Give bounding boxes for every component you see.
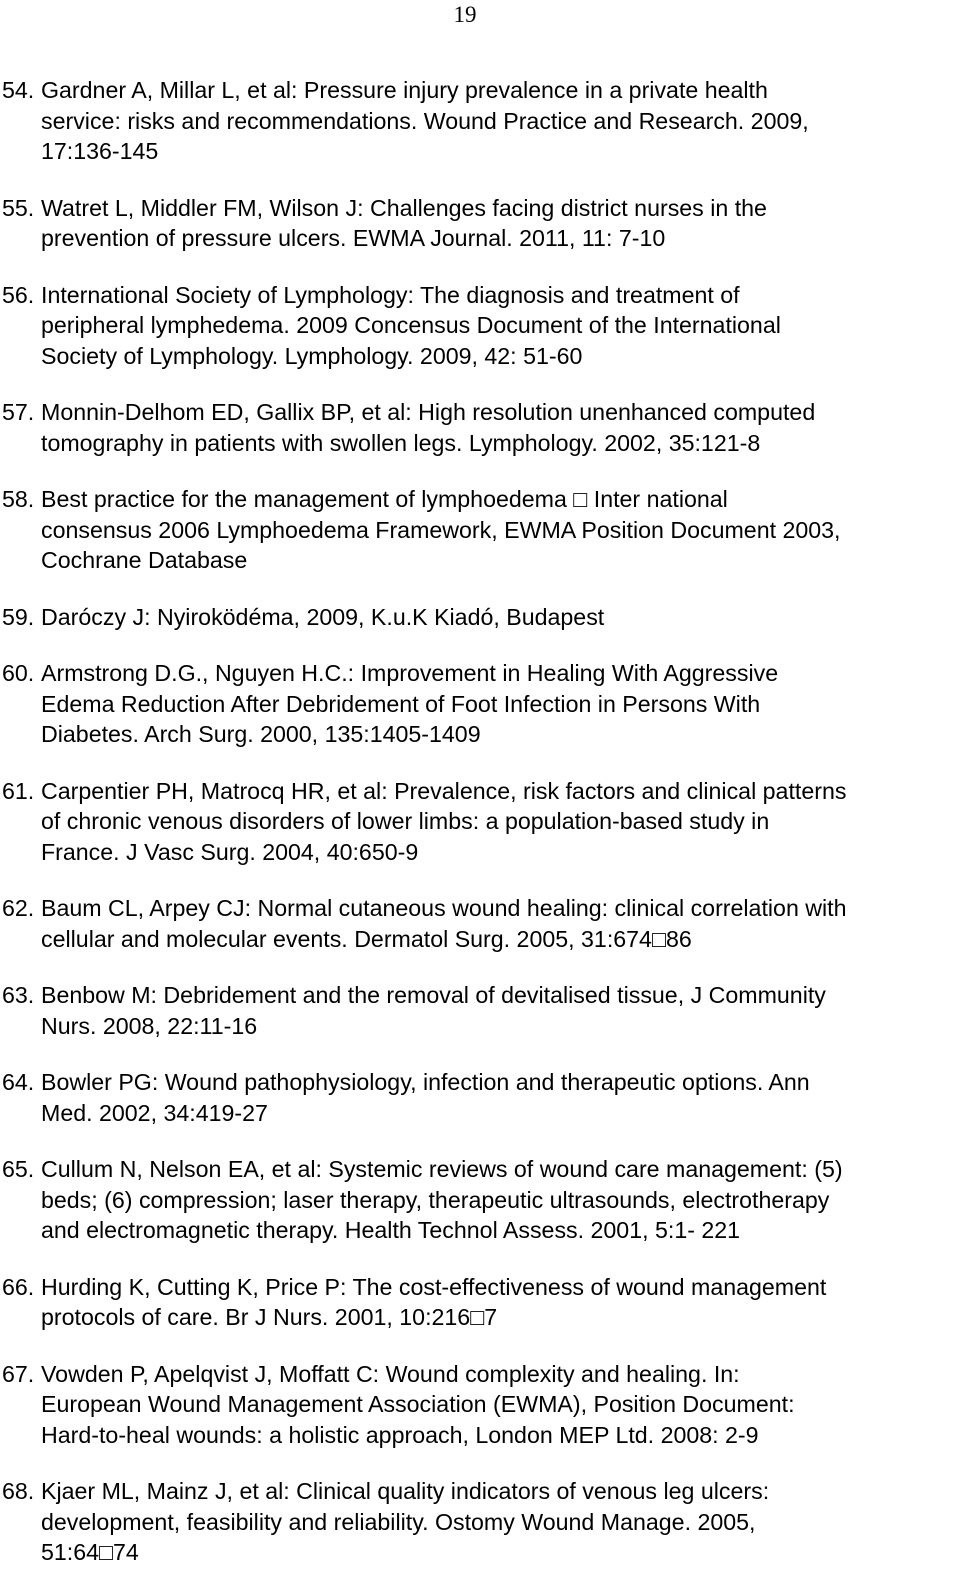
reference-item — [2, 75, 960, 167]
reference-line: Baum CL, Arpey CJ: Normal cutaneous wound healing: clinical correlation with — [41, 895, 847, 921]
reference-item — [2, 1272, 960, 1333]
reference-number: 60. — [2, 660, 35, 686]
reference-item — [2, 980, 960, 1041]
reference-line: beds; (6) compression; laser therapy, therapeutic ultrasounds, electrotherapy — [41, 1186, 830, 1213]
reference-line: Kjaer ML, Mainz J, et al: Clinical quality indicators of venous leg ulcers: — [41, 1478, 770, 1504]
reference-text — [41, 1359, 960, 1451]
reference-item — [2, 280, 960, 372]
reference-line: Benbow M: Debridement and the removal of devitalised tissue, J Community — [41, 982, 826, 1008]
reference-line: Daróczy J: Nyiroködéma, 2009, K.u.K Kiadó, Budapest — [41, 603, 605, 630]
reference-line: France. J Vasc Surg. 2004, 40:650-9 — [41, 838, 419, 865]
reference-number: 56. — [2, 281, 35, 308]
reference-number: 68. — [2, 1478, 35, 1504]
reference-text — [41, 980, 960, 1041]
reference-line: Watret L, Middler FM, Wilson J: Challenges facing district nurses in the — [41, 194, 767, 221]
reference-item — [2, 1154, 960, 1246]
reference-line: protocols of care. Br J Nurs. 2001, 10:216□7 — [41, 1304, 498, 1330]
reference-line: International Society of Lymphology: The diagnosis and treatment of — [41, 281, 740, 308]
reference-line: 51:64□74 — [41, 1539, 139, 1565]
reference-line: of chronic venous disorders of lower limbs: a population-based study in — [41, 808, 770, 834]
reference-line: Best practice for the management of lymphoedema □ Inter national — [41, 486, 728, 512]
reference-line: Bowler PG: Wound pathophysiology, infection and therapeutic options. Ann — [41, 1069, 810, 1095]
reference-line: Med. 2002, 34:419-27 — [41, 1099, 268, 1126]
reference-text — [41, 1154, 960, 1246]
reference-line: Edema Reduction After Debridement of Foot Infection in Persons With — [41, 690, 761, 717]
reference-line: Monnin-Delhom ED, Gallix BP, et al: High resolution unenhanced computed — [41, 399, 816, 425]
reference-line: Hurding K, Cutting K, Price P: The cost-effectiveness of wound management — [41, 1273, 827, 1300]
reference-line: tomography in patients with swollen legs. Lymphology. 2002, 35:121-8 — [41, 429, 761, 456]
reference-line: Cullum N, Nelson EA, et al: Systemic reviews of wound care management: (5) — [41, 1156, 843, 1182]
reference-item — [2, 893, 960, 954]
reference-line: Armstrong D.G., Nguyen H.C.: Improvement in Healing With Aggressive — [41, 660, 779, 686]
reference-item — [2, 397, 960, 458]
reference-number: 67. — [2, 1360, 35, 1387]
reference-line: peripheral lymphedema. 2009 Concensus Document of the International — [41, 312, 781, 338]
reference-item — [2, 1067, 960, 1128]
reference-text — [41, 484, 960, 576]
reference-text — [41, 658, 960, 750]
reference-text — [41, 280, 960, 372]
reference-item — [2, 1476, 960, 1568]
reference-text — [41, 193, 960, 254]
reference-item — [2, 1359, 960, 1451]
reference-line: Cochrane Database — [41, 547, 248, 573]
reference-number: 57. — [2, 399, 35, 425]
reference-number: 61. — [2, 777, 35, 804]
reference-number: 66. — [2, 1273, 35, 1300]
reference-line: Diabetes. Arch Surg. 2000, 135:1405-1409 — [41, 721, 481, 747]
reference-text — [41, 602, 960, 633]
reference-text — [41, 776, 960, 868]
reference-line: Nurs. 2008, 22:11-16 — [41, 1012, 258, 1039]
page-number: 19 — [453, 2, 477, 27]
reference-text — [41, 397, 960, 458]
reference-line: cellular and molecular events. Dermatol Surg. 2005, 31:674□86 — [41, 925, 692, 952]
reference-item — [2, 602, 960, 633]
reference-number: 65. — [2, 1156, 35, 1182]
reference-line: consensus 2006 Lymphoedema Framework, EWMA Position Document 2003, — [41, 516, 841, 543]
reference-text — [41, 1272, 960, 1333]
reference-line: prevention of pressure ulcers. EWMA Journal. 2011, 11: 7-10 — [41, 225, 666, 251]
reference-number: 63. — [2, 982, 35, 1008]
reference-line: European Wound Management Association (EWMA), Position Document: — [41, 1391, 795, 1417]
reference-line: Gardner A, Millar L, et al: Pressure injury prevalence in a private health — [41, 77, 768, 103]
reference-text — [41, 1476, 960, 1568]
reference-item — [2, 658, 960, 750]
reference-line: service: risks and recommendations. Wound Practice and Research. 2009, — [41, 107, 809, 134]
reference-item — [2, 484, 960, 576]
reference-line: Vowden P, Apelqvist J, Moffatt C: Wound complexity and healing. In: — [41, 1360, 740, 1387]
reference-line: Society of Lymphology. Lymphology. 2009, 42: 51-60 — [41, 342, 583, 369]
reference-list — [2, 75, 960, 1594]
reference-line: 17:136-145 — [41, 138, 159, 164]
reference-number: 59. — [2, 603, 35, 630]
reference-text — [41, 1067, 960, 1128]
reference-number: 55. — [2, 194, 35, 221]
reference-number: 54. — [2, 77, 35, 103]
reference-item — [2, 776, 960, 868]
reference-number: 58. — [2, 486, 35, 512]
reference-item — [2, 193, 960, 254]
reference-line: Hard-to-heal wounds: a holistic approach, London MEP Ltd. 2008: 2-9 — [41, 1421, 759, 1448]
reference-line: development, feasibility and reliability. Ostomy Wound Manage. 2005, — [41, 1508, 756, 1535]
reference-text — [41, 75, 960, 167]
reference-line: and electromagnetic therapy. Health Technol Assess. 2001, 5:1- 221 — [41, 1217, 741, 1243]
reference-number: 62. — [2, 895, 35, 921]
reference-text — [41, 893, 960, 954]
reference-number: 64. — [2, 1069, 35, 1095]
reference-line: Carpentier PH, Matrocq HR, et al: Prevalence, risk factors and clinical patterns — [41, 777, 847, 804]
